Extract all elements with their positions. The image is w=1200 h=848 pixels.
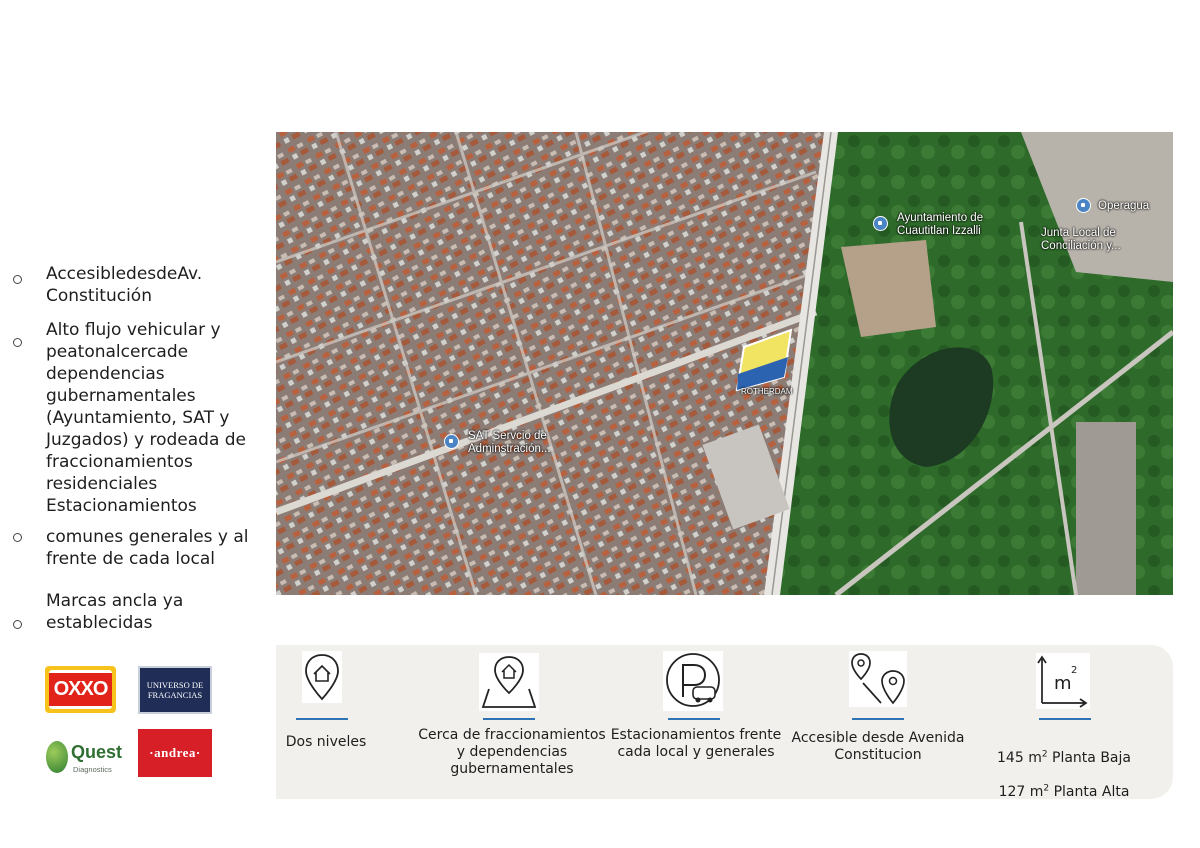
feature-underline — [1039, 718, 1091, 720]
bullet-marker — [13, 275, 22, 284]
feature-label-parking: Estacionamientos frente cada local y generales — [610, 727, 782, 760]
operagua-label: Operagua — [1098, 200, 1150, 212]
feature-underline — [852, 718, 904, 720]
feature-bullet-list — [0, 0, 275, 848]
route-pins-icon — [849, 651, 907, 707]
parking-car-icon — [663, 651, 723, 711]
bullet-marker — [13, 620, 22, 629]
quest-diagnostics-logo — [46, 733, 128, 781]
aerial-map — [276, 132, 1173, 595]
junta-local-label: Junta Local de Conciliación y... — [1041, 227, 1121, 252]
ayuntamiento-label: Ayuntamiento de Cuautitlan Izzalli — [897, 212, 984, 237]
andrea-logo: ·andrea· — [138, 729, 212, 777]
sat-label: SAT Servcio de Adminstración... — [468, 430, 551, 455]
quest-logo-name: Quest — [71, 742, 123, 762]
house-icon — [302, 651, 342, 703]
feature-underline — [296, 718, 348, 720]
house-location-icon — [479, 653, 539, 711]
feature-label-proximity: Cerca de fraccionamientos y dependencias gubernamentales — [418, 727, 606, 777]
site-label: ROTHERDAM — [741, 387, 793, 396]
area-m2-icon — [1036, 653, 1090, 709]
bullet-marker — [13, 533, 22, 542]
area-ground-floor: 145 $m^2$ Planta Baja — [997, 749, 1131, 766]
bullet-brands: Marcas ancla ya establecidas — [46, 591, 184, 633]
operagua-pin-icon — [1076, 198, 1091, 213]
quest-mark-icon — [46, 741, 68, 773]
oxxo-logo-text: OXXO — [49, 670, 112, 709]
aerial-map-image — [276, 132, 1173, 595]
features-panel — [276, 645, 1173, 799]
feature-underline — [483, 718, 535, 720]
bullet-traffic: Alto flujo vehicular y peatonalcercade dependencias gubernamentales (Ayuntamiento, SAT y Juzgados) y rodeada de fraccionamientos residenciales Estacionamientos — [46, 320, 247, 516]
bullet-marker — [13, 338, 22, 347]
feature-underline — [668, 718, 720, 720]
area-icon-sup: 2 — [1071, 665, 1078, 676]
universo-de-fragancias-logo: UNIVERSO DE FRAGANCIAS — [138, 666, 212, 714]
feature-label-area — [982, 733, 1146, 801]
oxxo-logo — [45, 666, 116, 713]
ayuntamiento-pin-icon — [873, 216, 888, 231]
bullet-parking: comunes generales y al frente de cada local — [46, 527, 249, 569]
sat-pin-icon — [444, 434, 459, 449]
quest-logo-sub: Diagnostics — [73, 765, 112, 774]
feature-label-access: Accesible desde Avenida Constitucion — [791, 730, 965, 763]
area-icon-text: m — [1054, 673, 1072, 694]
bullet-access: AccesibledesdeAv. Constitución — [46, 264, 203, 306]
feature-label-levels: Dos niveles — [285, 734, 367, 750]
area-upper-floor: 127 $m^2$ Planta Alta — [998, 783, 1130, 800]
